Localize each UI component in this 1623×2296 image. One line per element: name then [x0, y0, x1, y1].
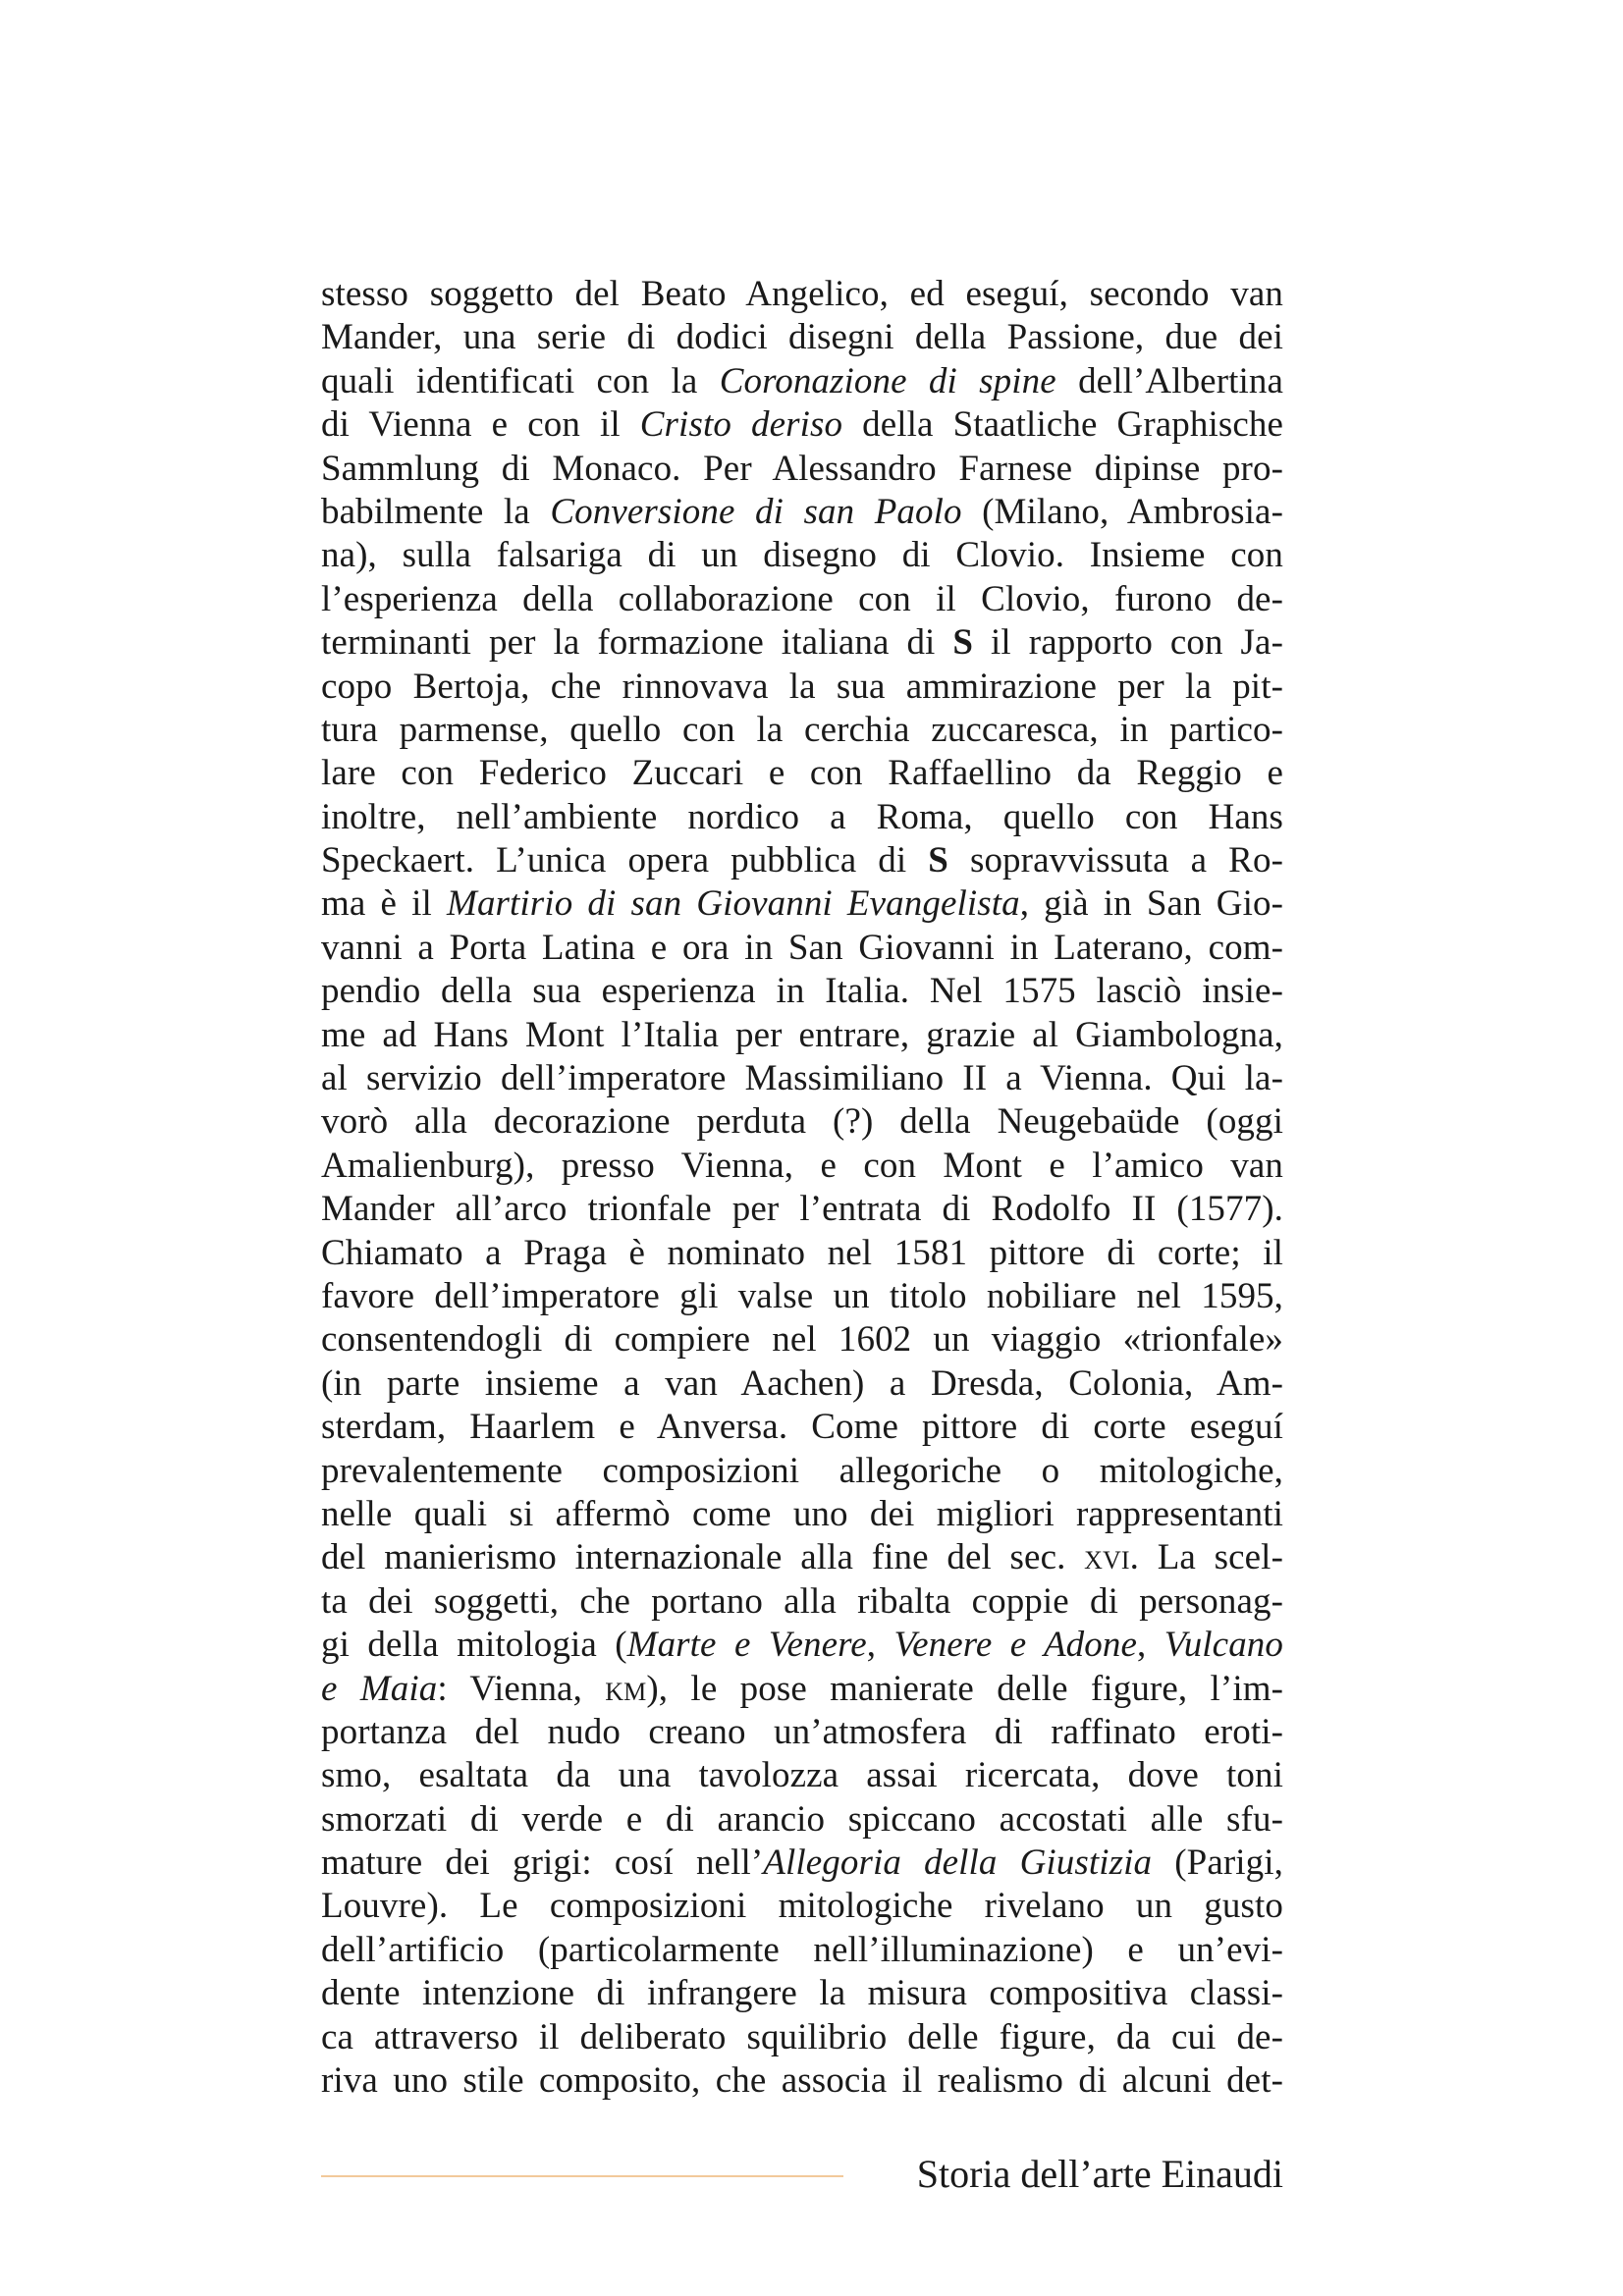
text-segment: Louvre). Le composizioni mitologiche rivelano un gusto — [321, 1886, 1283, 1927]
text-line — [321, 970, 1283, 1013]
text-segment: sterdam, Haarlem e Anversa. Come pittore di corte eseguí — [321, 1407, 1283, 1448]
text-segment: smo, esaltata da una tavolozza assai ricercata, dove toni — [321, 1755, 1283, 1796]
text-segment: mature dei grigi: cosí nell’ — [321, 1842, 764, 1884]
text-line — [321, 1580, 1283, 1624]
text-line — [321, 1057, 1283, 1100]
text-line — [321, 1014, 1283, 1057]
text-line — [321, 1275, 1283, 1318]
text-segment: ), le pose manierate delle figure, l’im- — [646, 1668, 1284, 1709]
text-segment: dell’artificio (particolarmente nell’illuminazione) e un’evi- — [321, 1929, 1283, 1970]
text-line — [321, 1188, 1283, 1231]
text-segment: (Milano, Ambrosia- — [961, 491, 1283, 532]
text-segment: babilmente la — [321, 491, 551, 532]
text-segment: il rapporto con Ja- — [973, 622, 1283, 664]
text-segment: vanni a Porta Latina e ora in San Giovanni in Laterano, com- — [321, 927, 1283, 968]
text-line — [321, 1536, 1283, 1579]
text-line — [321, 666, 1283, 709]
text-line — [321, 491, 1283, 534]
text-segment: , — [866, 1625, 894, 1666]
text-line — [321, 1318, 1283, 1362]
italic-title: Vulcano — [1163, 1625, 1284, 1666]
text-line — [321, 1406, 1283, 1449]
text-line — [321, 709, 1283, 752]
text-line — [321, 839, 1283, 882]
italic-title: Allegoria della Giustizia — [763, 1842, 1153, 1884]
body-text — [321, 273, 1283, 2103]
text-segment: gi della mitologia ( — [321, 1625, 627, 1666]
text-segment: nelle quali si affermò come uno dei migliori rappresentanti — [321, 1493, 1283, 1534]
text-segment: copo Bertoja, che rinnovava la sua ammirazione per la pit- — [321, 666, 1283, 707]
text-line — [321, 752, 1283, 795]
text-segment: di Vienna e con il — [321, 404, 640, 446]
text-line — [321, 796, 1283, 839]
text-segment: smorzati di verde e di arancio spiccano accostati alle sfu- — [321, 1798, 1283, 1840]
text-line — [321, 1668, 1283, 1711]
text-segment: favore dell’imperatore gli valse un titolo nobiliare nel 1595, — [321, 1275, 1283, 1316]
text-segment: riva uno stile composito, che associa il realismo di alcuni det- — [321, 2060, 1283, 2102]
text-segment: al servizio dell’imperatore Massimiliano II a Vienna. Qui la- — [321, 1058, 1283, 1099]
text-line — [321, 927, 1283, 970]
footer-rule — [321, 2175, 843, 2177]
text-line — [321, 1842, 1283, 1885]
italic-title: Conversione di san Paolo — [550, 491, 962, 532]
text-segment: dell’Albertina — [1055, 360, 1283, 401]
italic-title: Martirio di san Giovanni Evangelista — [447, 883, 1020, 925]
text-segment: , — [1137, 1625, 1164, 1666]
text-segment: : Vienna, — [437, 1668, 606, 1709]
italic-title: e Maia — [321, 1668, 438, 1709]
text-line — [321, 1711, 1283, 1754]
text-segment: dente intenzione di infrangere la misura compositiva classi- — [321, 1973, 1283, 2014]
italic-title: Cristo deriso — [639, 404, 843, 446]
text-segment: tura parmense, quello con la cerchia zuccaresca, in partico- — [321, 709, 1283, 750]
text-segment: quali identificati con la — [321, 360, 720, 401]
text-segment: ca attraverso il deliberato squilibrio delle figure, da cui de- — [321, 2016, 1283, 2057]
text-segment: inoltre, nell’ambiente nordico a Roma, quello con Hans — [321, 796, 1283, 837]
italic-title: Marte e Venere — [626, 1625, 867, 1666]
text-line — [321, 534, 1283, 577]
text-line — [321, 1885, 1283, 1928]
text-line — [321, 1145, 1283, 1188]
text-line — [321, 1798, 1283, 1842]
text-segment: na), sulla falsariga di un disegno di Clovio. Insieme con — [321, 535, 1283, 576]
text-segment: vorò alla decorazione perduta (?) della Neugebaüde (oggi — [321, 1101, 1283, 1143]
text-line — [321, 621, 1283, 665]
text-line — [321, 360, 1283, 403]
text-segment: me ad Hans Mont l’Italia per entrare, grazie al Giambologna, — [321, 1014, 1283, 1055]
text-segment: stesso soggetto del Beato Angelico, ed eseguí, secondo van — [321, 274, 1283, 314]
text-segment: lare con Federico Zuccari e con Raffaellino da Reggio e — [321, 753, 1283, 794]
text-line — [321, 2016, 1283, 2059]
text-segment: . La scel- — [1129, 1537, 1283, 1578]
text-segment: sopravvissuta a Ro- — [947, 840, 1283, 881]
text-segment: Mander, una serie di dodici disegni della Passione, due dei — [321, 317, 1283, 358]
text-line — [321, 1493, 1283, 1536]
text-line — [321, 273, 1283, 316]
bold-abbreviation: S — [928, 840, 948, 881]
text-segment: consentendogli di compiere nel 1602 un viaggio «trionfale» — [321, 1319, 1283, 1361]
text-line — [321, 578, 1283, 621]
text-segment: prevalentemente composizioni allegoriche o mitologiche, — [321, 1450, 1283, 1491]
text-line — [321, 2059, 1283, 2103]
text-segment: ta dei soggetti, che portano alla ribalta coppie di personag- — [321, 1580, 1283, 1622]
bold-abbreviation: S — [952, 622, 974, 664]
text-segment: Amalienburg), presso Vienna, e con Mont e l’amico van — [321, 1145, 1283, 1186]
text-segment: Chiamato a Praga è nominato nel 1581 pittore di corte; il — [321, 1232, 1283, 1273]
text-line — [321, 1929, 1283, 1972]
text-line — [321, 1972, 1283, 2015]
text-segment: del manierismo internazionale alla fine del sec. — [321, 1537, 1085, 1578]
text-segment: , già in San Gio- — [1019, 883, 1284, 925]
text-line — [321, 316, 1283, 359]
footer-label: Storia dell’arte Einaudi — [916, 2152, 1283, 2196]
text-segment: (Parigi, — [1152, 1842, 1283, 1884]
text-line — [321, 1100, 1283, 1144]
text-segment: (in parte insieme a van Aachen) a Dresda, Colonia, Am- — [321, 1362, 1283, 1404]
text-segment: della Staatliche Graphische — [842, 404, 1283, 446]
text-segment: Sammlung di Monaco. Per Alessandro Farnese dipinse pro- — [321, 448, 1283, 489]
text-segment: Speckaert. L’unica opera pubblica di — [321, 840, 929, 881]
text-line — [321, 403, 1283, 447]
text-segment: ma è il — [321, 883, 448, 925]
text-segment: Mander all’arco trionfale per l’entrata di Rodolfo II (1577). — [321, 1189, 1283, 1230]
text-segment: pendio della sua esperienza in Italia. Nel 1575 lasciò insie- — [321, 971, 1283, 1012]
text-line — [321, 1362, 1283, 1406]
italic-title: Coronazione di spine — [719, 360, 1056, 401]
text-line — [321, 1450, 1283, 1493]
text-segment: portanza del nudo creano un’atmosfera di raffinato eroti- — [321, 1711, 1283, 1752]
text-line — [321, 1232, 1283, 1275]
text-line — [321, 1754, 1283, 1797]
text-line — [321, 448, 1283, 491]
small-caps-text: km — [605, 1668, 647, 1709]
text-line — [321, 1624, 1283, 1667]
text-segment: terminanti per la formazione italiana di — [321, 622, 953, 664]
small-caps-text: xvi — [1084, 1537, 1130, 1578]
text-line — [321, 882, 1283, 926]
italic-title: Venere e Adone — [893, 1625, 1138, 1666]
text-segment: l’esperienza della collaborazione con il Clovio, furono de- — [321, 578, 1283, 619]
